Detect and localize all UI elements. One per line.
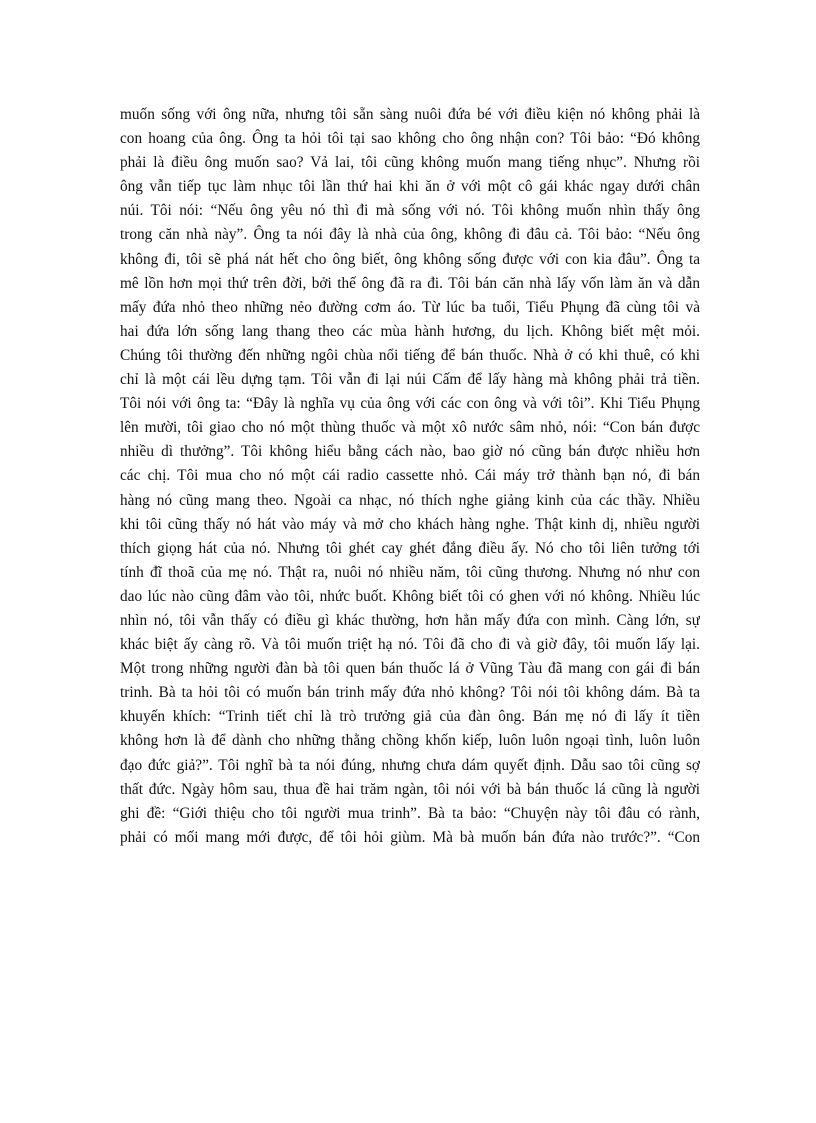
text-line: khác biệt ấy càng rõ. Và tôi muốn triệt hạ nó. Tôi đã cho đi và giờ đây, tôi muốn lấy lại. <box>120 636 700 654</box>
text-line: khi tôi cũng thấy nó hát vào máy và mở cho khách hàng nghe. Thật kinh dị, nhiều người <box>120 515 700 533</box>
text-line: tính đĩ thoã của mẹ nó. Thật ra, nuôi nó nhiều năm, tôi cũng thương. Nhưng nó như con <box>120 563 700 581</box>
text-line: thích giọng hát của nó. Nhưng tôi ghét cay ghét đắng điều ấy. Nó cho tôi liên tưởng tới <box>120 539 700 557</box>
text-line: nhìn nó, tôi vẫn thấy có điều gì khác thường, hơn hẳn mấy đứa con mình. Càng lớn, sự <box>120 611 700 629</box>
text-line: nhiều dì thưởng”. Tôi không hiểu bằng cách nào, bao giờ nó cũng bán được nhiều hơn <box>120 443 700 461</box>
text-line: Một trong những người đàn bà tôi quen bán thuốc lá ở Vũng Tàu đã mang con gái đi bán <box>120 660 700 678</box>
text-line: Tôi nói với ông ta: “Đây là nghĩa vụ của ông với các con ông và với tôi”. Khi Tiểu Phụng <box>120 395 700 413</box>
text-line: khuyến khích: “Trinh tiết chỉ là trò trưởng giả của đàn ông. Bán mẹ nó đi lấy ít tiền <box>120 708 700 726</box>
text-line: trong căn nhà này”. Ông ta nói đây là nhà của ông, không đi đâu cả. Tôi bảo: “Nếu ông <box>120 226 700 244</box>
text-line: phải là điều ông muốn sao? Vả lai, tôi cũng không muốn mang tiếng nhục”. Nhưng rồi <box>120 154 700 172</box>
text-line: đạo đức giả?”. Tôi nghĩ bà ta nói đúng, nhưng chưa dám quyết định. Dẫu sao tôi cũng sợ <box>120 756 700 774</box>
text-line: phải có mối mang mới được, để tôi hỏi giùm. Mà bà muốn bán đứa nào trước?”. “Con <box>120 828 700 846</box>
text-line: trinh. Bà ta hỏi tôi có muốn bán trinh mấy đứa nhỏ không? Tôi nói tôi không dám. Bà ta <box>120 684 700 702</box>
text-line: con hoang của ông. Ông ta hỏi tôi tại sao không cho ông nhận con? Tôi bảo: “Đó không <box>120 130 700 148</box>
text-line: muốn sống với ông nữa, nhưng tôi sẵn sàng nuôi đứa bé với điều kiện nó không phải là <box>120 106 700 123</box>
body-text <box>120 103 700 850</box>
text-line: các chị. Tôi mua cho nó một cái radio cassette nhỏ. Cái máy trở thành bạn nó, đi bán <box>120 467 700 485</box>
text-line: chỉ là một cái lều dựng tạm. Tôi vẫn đi lại núi Cấm để lấy hàng mà không phải trả tiền. <box>120 371 700 389</box>
text-line: hai đứa lớn sống lang thang theo các mùa hành hương, du lịch. Không biết mệt mỏi. <box>120 322 700 340</box>
text-line: Chúng tôi thường đến những ngôi chùa nổi tiếng để bán thuốc. Nhà ở có khi thuê, có khi <box>120 346 700 364</box>
text-line: mê lồn hơn mọi thứ trên đời, bởi thế ông đã ra đi. Tôi bán căn nhà lấy vốn làm ăn và dẫn <box>120 274 700 292</box>
text-line: dao lúc nào cũng đâm vào tôi, nhức buốt. Không biết tôi có ghen với nó không. Nhiều lúc <box>120 587 700 605</box>
text-line: thất đức. Ngày hôm sau, thua đề hai trăm ngàn, tôi nói với bà bán thuốc lá cũng là người <box>120 780 700 798</box>
text-line: không đi, tôi sẽ phá nát hết cho ông biết, ông không sống được với con kia đâu”. Ông ta <box>120 250 700 268</box>
text-line: ông vẫn tiếp tục làm nhục tôi lần thứ hai khi ăn ở với một cô gái khác ngay dưới chân <box>120 178 700 196</box>
text-line: không hơn là để dành cho những thằng chồng khốn kiếp, luôn luôn ngoại tình, luôn luôn <box>120 732 700 750</box>
text-line: ghi đề: “Giới thiệu cho tôi người mua trinh”. Bà ta bảo: “Chuyện này tôi đâu có rành, <box>120 804 700 822</box>
text-line: hàng nó cũng mang theo. Ngoài ca nhạc, nó thích nghe giảng kinh của các thầy. Nhiều <box>120 491 700 509</box>
text-line: núi. Tôi nói: “Nếu ông yêu nó thì đi mà sống với nó. Tôi không muốn nhìn thấy ông <box>120 202 700 220</box>
text-line: mấy đứa nhỏ theo những nẻo đường cơm áo. Từ lúc ba tuổi, Tiểu Phụng đã cùng tôi và <box>120 298 700 316</box>
text-line: lên mười, tôi giao cho nó một thùng thuốc và một xô nước sâm nhỏ, nói: “Con bán được <box>120 419 700 437</box>
